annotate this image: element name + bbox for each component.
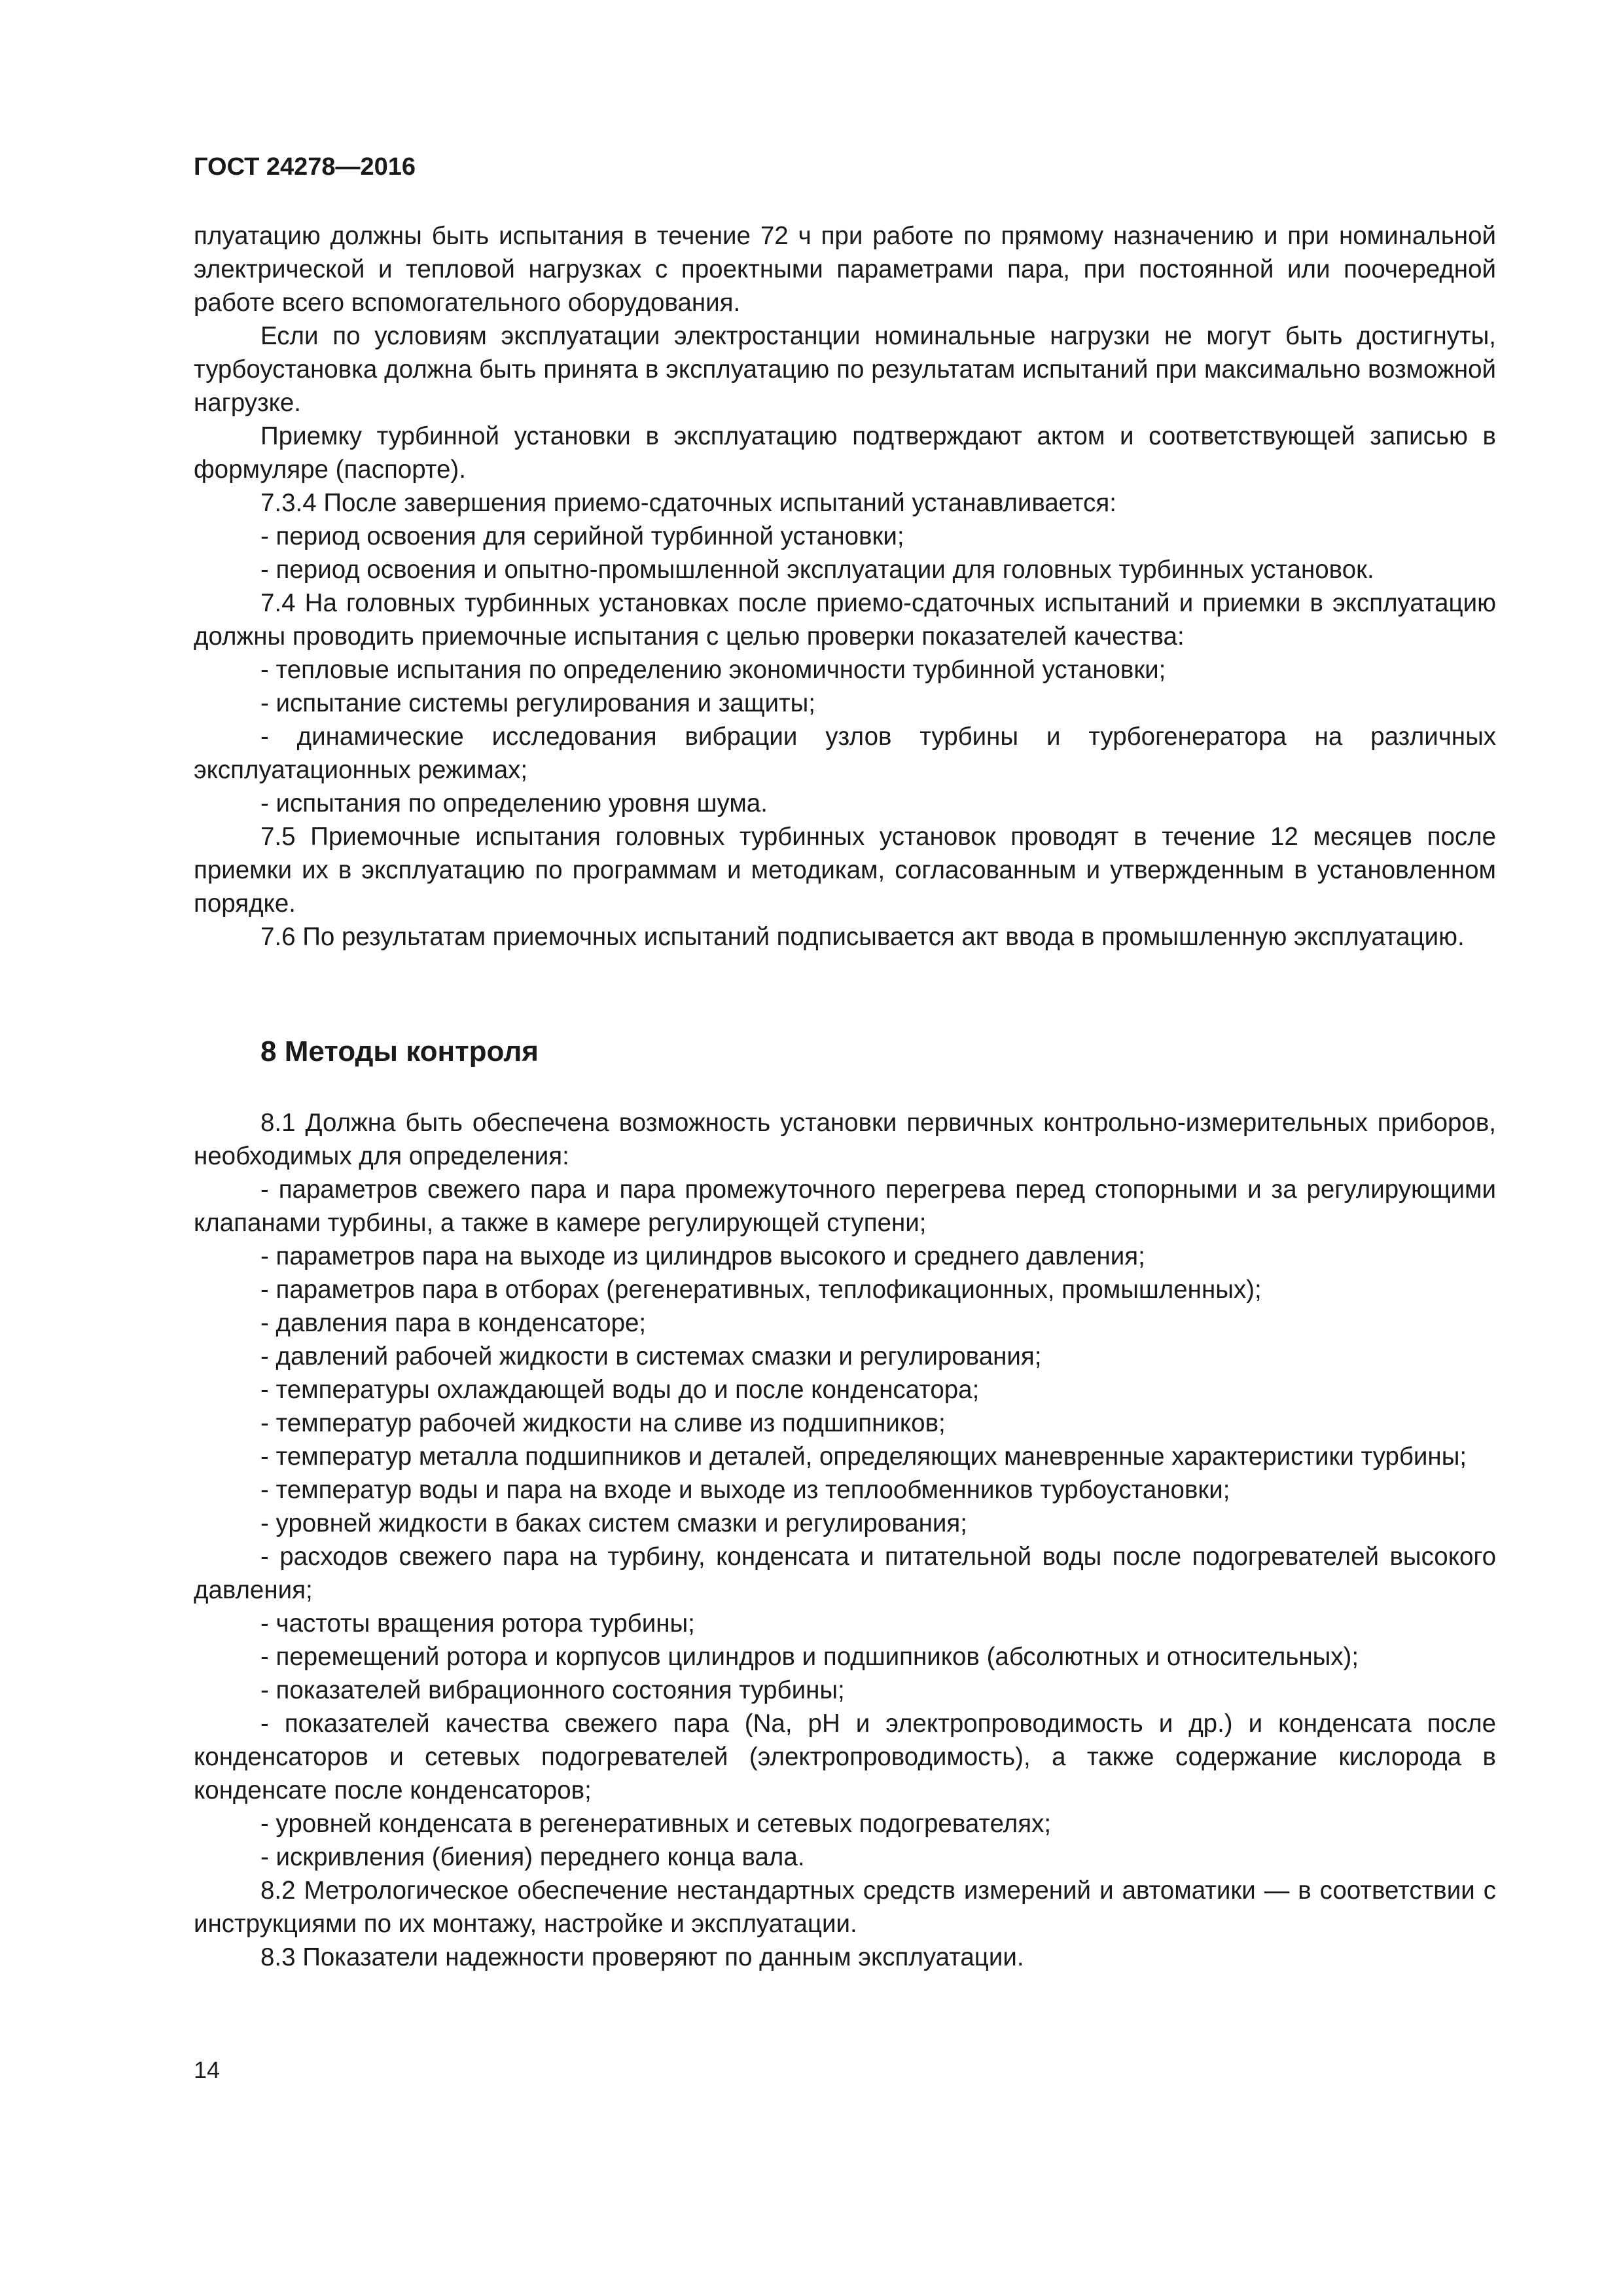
paragraph: плуатацию должны быть испытания в течение 72 ч при работе по прямому назначению и при номинальной электрической и тепловой нагрузках с проектными параметрами пара, при постоянной или поочередной работе всего вспомогательного оборудования.	[194, 222, 1496, 317]
list-item: - динамические исследования вибрации узлов турбины и турбогенератора на различных эксплуатационных режимах;	[194, 723, 1496, 784]
paragraph: 8.2 Метрологическое обеспечение нестандартных средств измерений и автоматики — в соответствии с инструкциями по их монтажу, настройке и эксплуатации.	[194, 1876, 1496, 1938]
paragraph: 7.4 На головных турбинных установках после приемо-сдаточных испытаний и приемки в эксплуатацию должны проводить приемочные испытания с целью проверки показателей качества:	[194, 589, 1496, 651]
list-item: - расходов свежего пара на турбину, конденсата и питательной воды после подогревателей высокого давления;	[194, 1543, 1496, 1604]
list-item: - показателей качества свежего пара (Na, pH и электропроводимость и др.) и конденсата после конденсаторов и сетевых подогревателей (электропроводимость), а также содержание кислорода в конденсате после конденсаторов;	[194, 1710, 1496, 1804]
list-item: - уровней жидкости в баках систем смазки и регулирования;	[260, 1509, 967, 1537]
list-item: - параметров свежего пара и пара промежуточного перегрева перед стопорными и за регулирующими клапанами турбины, а также в камере регулирующей ступени;	[194, 1175, 1496, 1237]
paragraph: 7.3.4 После завершения приемо-сдаточных испытаний устанавливается:	[260, 489, 1116, 517]
list-item: - период освоения и опытно-промышленной эксплуатации для головных турбинных установок.	[260, 556, 1374, 584]
list-item: - искривления (биения) переднего конца вала.	[260, 1843, 805, 1871]
section-7-body	[194, 219, 1496, 954]
list-item: - температур воды и пара на входе и выходе из теплообменников турбоустановки;	[260, 1476, 1230, 1504]
list-item: - температур рабочей жидкости на сливе из подшипников;	[260, 1409, 946, 1437]
paragraph: 7.5 Приемочные испытания головных турбинных установок проводят в течение 12 месяцев после приемки их в эксплуатацию по программам и методикам, согласованным и утвержденным в установленном порядке.	[194, 823, 1496, 918]
page-number: 14	[194, 2056, 221, 2083]
running-head-standard: ГОСТ 24278—2016	[194, 153, 416, 181]
list-item: - период освоения для серийной турбинной установки;	[260, 522, 904, 550]
paragraph: Приемку турбинной установки в эксплуатацию подтверждают актом и соответствующей записью в формуляре (паспорте).	[194, 422, 1496, 484]
paragraph: 8.1 Должна быть обеспечена возможность установки первичных контрольно-измерительных приборов, необходимых для определения:	[194, 1109, 1496, 1170]
list-item: - температуры охлаждающей воды до и после конденсатора;	[260, 1376, 980, 1404]
section-8-body	[194, 1106, 1496, 1974]
section-8-heading: 8 Методы контроля	[260, 1035, 539, 1067]
paragraph: 8.3 Показатели надежности проверяют по данным эксплуатации.	[260, 1943, 1024, 1971]
list-item: - температур металла подшипников и деталей, определяющих маневренные характеристики турбины;	[260, 1443, 1467, 1471]
list-item: - параметров пара на выходе из цилиндров высокого и среднего давления;	[260, 1242, 1145, 1270]
paragraph: 7.6 По результатам приемочных испытаний подписывается акт ввода в промышленную эксплуатацию.	[260, 923, 1465, 951]
list-item: - тепловые испытания по определению экономичности турбинной установки;	[260, 656, 1166, 684]
list-item: - уровней конденсата в регенеративных и сетевых подогревателях;	[260, 1810, 1052, 1838]
list-item: - показателей вибрационного состояния турбины;	[260, 1676, 845, 1704]
list-item: - испытания по определению уровня шума.	[260, 789, 768, 817]
list-item: - давлений рабочей жидкости в системах смазки и регулирования;	[260, 1342, 1042, 1371]
list-item: - перемещений ротора и корпусов цилиндров и подшипников (абсолютных и относительных);	[260, 1643, 1359, 1671]
paragraph: Если по условиям эксплуатации электростанции номинальные нагрузки не могут быть достигнуты, турбоустановка должна быть принята в эксплуатацию по результатам испытаний при максимально возможной нагрузке.	[194, 322, 1496, 417]
list-item: - частоты вращения ротора турбины;	[260, 1609, 695, 1638]
list-item: - параметров пара в отборах (регенеративных, теплофикационных, промышленных);	[260, 1276, 1262, 1304]
list-item: - давления пара в конденсаторе;	[260, 1309, 647, 1337]
list-item: - испытание системы регулирования и защиты;	[260, 689, 815, 717]
